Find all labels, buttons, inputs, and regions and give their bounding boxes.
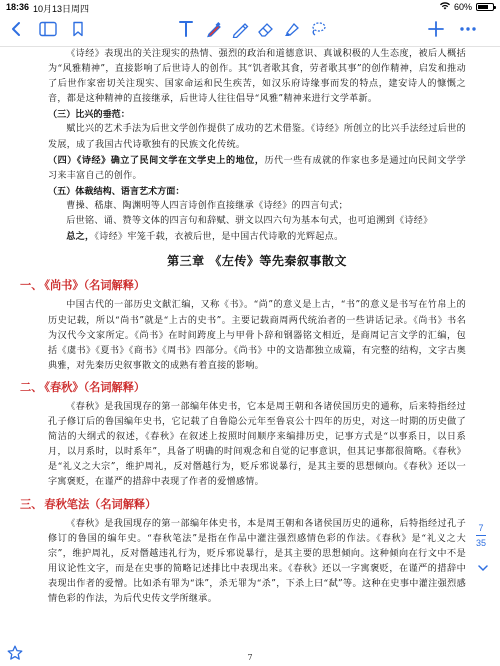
sidebar-icon [39, 21, 57, 37]
heading-text: 《春秋》（名词解释） [44, 379, 146, 394]
section-title-bixing: （三）比兴的垂范： [48, 109, 130, 121]
battery-percent: 60% [453, 2, 472, 12]
heading-chunqiu-bifa [20, 497, 466, 512]
section-title-genre: （五）体裁结构、语言艺术方面： [48, 185, 185, 197]
status-time: 18:36 [6, 2, 30, 12]
status-bar [0, 0, 500, 14]
paragraph-chunqiu: 《春秋》是我国现存的第一部编年体史书，它本是周王朝和各诸侯国历史的通称，后来特指经过孔子修订后的鲁国编年史书，它记载了自鲁隐公元年至鲁哀公十四年的历史，对这一时期的历史做了简洁的大纲式的叙述，《春秋》在叙述上按照时间顺序来编排历史，记事方式是“以事系日，以日系月，以月系时，以时系年”，具备了明确的时间观念和自觉的记事意识，但其记事都很简略。《春秋》是“礼义之大宗”，维护周礼，反对僭越行为，贬斥邪说暴行，是其主要的思想倾向。《春秋》还以一字寓褒贬，在谨严的措辞中表现了作者的爱憎感情。 [48, 401, 466, 488]
highlighter-tool-button[interactable] [280, 17, 304, 41]
paragraph-chunqiu-bifa: 《春秋》是我国现存的第一部编年体史书，本是周王朝和各诸侯国历史的通称，后特指经过孔子修订的鲁国的编年史。“春秋笔法”是指在作品中灌注强烈感情色彩的作法。《春秋》是“礼义之大宗”，维护周礼，反对僭越违礼行为，贬斥邪说暴行，是其主要的思想倾向。这种倾向在行文中不是用议论性文字，而是在史事的简略记述排比中表现出来。《春秋》还以一字寓褒贬，在谨严的措辞中表现出作者的爱憎。比如杀有罪为“诛”，杀无罪为“杀”，下杀上曰“弑”等。这种在史事中灌注强烈感情色彩的作法，为后代史传文学所继承。 [48, 518, 466, 605]
heading-chunqiu [20, 380, 466, 395]
pen-tool-icon [205, 20, 223, 38]
page-indicator-divider [476, 535, 486, 536]
page-content [20, 47, 466, 607]
heading-number: 三、 [20, 496, 43, 511]
eraser-icon [257, 20, 275, 38]
eraser-tool-button[interactable] [254, 17, 278, 41]
chapter-title: 第三章 《左传》等先秦叙事散文 [167, 254, 347, 269]
page-number: 7 [247, 653, 253, 662]
document-page[interactable] [0, 47, 500, 666]
paragraph-summary [48, 229, 466, 245]
status-right [440, 2, 494, 12]
sidebar-toggle-button[interactable] [36, 17, 60, 41]
page-indicator-total: 35 [475, 538, 486, 548]
page-indicator-current: 7 [478, 523, 484, 533]
back-button[interactable] [4, 17, 28, 41]
summary-text: 《诗经》牢笼千载，衣被后世，是中国古代诗歌的光辉起点。 [94, 232, 344, 243]
heading-shangshu [20, 278, 466, 293]
pencil-tool-button[interactable] [228, 17, 252, 41]
heading-text: 《尚书》（名词解释） [44, 278, 146, 293]
heading-number: 一、 [20, 278, 43, 293]
lasso-icon [309, 20, 327, 38]
wifi-icon [440, 2, 450, 12]
battery-icon [476, 3, 494, 11]
summary-label: 总之， [66, 231, 95, 243]
paragraph-feng-ya: 《诗经》表现出的关注现实的热情、强烈的政治和道德意识、真诚积极的人生态度，被后人概括为“风雅精神”，直接影响了后世诗人的创作。其“饥者歌其食，劳者歌其事”的创作精神，启发和推动了后世作家密切关注现实、国家命运和民生疾苦，如汉乐府诗缘事而发的特点，建安诗人的慷慨之音，都是这种精神的直接继承，后世诗人往往倡导“风雅”精神来进行文学革新。 [48, 49, 466, 105]
more-button[interactable] [456, 17, 480, 41]
section-folk-text: 历代一些有成就的作家也多是通过向民间文学学习来丰富自己的创作。 [48, 155, 466, 181]
paragraph-four-character: 曹操、嵇康、陶渊明等人四言诗创作直接继承《诗经》的四言句式； [66, 200, 349, 211]
text-tool-button[interactable] [174, 17, 198, 41]
chevron-down-icon[interactable] [478, 557, 488, 567]
pencil-tool-icon [231, 20, 249, 38]
text-tool-icon [178, 20, 194, 38]
pen-tool-button[interactable] [202, 17, 226, 41]
bookmark-icon [72, 21, 84, 37]
more-horizontal-icon [459, 26, 477, 32]
page-indicator[interactable] [468, 522, 494, 549]
lasso-tool-button[interactable] [306, 17, 330, 41]
heading-number: 二、 [20, 379, 43, 394]
status-date: 10月13日周四 [33, 4, 90, 14]
paragraph-folk-literature [48, 153, 466, 184]
chevron-left-icon [10, 21, 22, 37]
plus-icon [428, 21, 444, 37]
star-icon[interactable] [7, 645, 23, 661]
paragraph-bixing: 赋比兴的艺术手法为后世文学创作提供了成功的艺术借鉴。《诗经》所创立的比兴手法经过后世的发展，成了我国古代诗歌独有的民族文化传统。 [48, 124, 466, 150]
bookmark-button[interactable] [66, 17, 90, 41]
annotation-toolbar [0, 14, 500, 46]
paragraph-later-genres: 后世铭、诵、赞等文体的四言句和辞赋、骈文以四六句为基本句式，也可追溯到《诗经》 [66, 216, 433, 227]
highlighter-icon [283, 20, 301, 38]
section-title-folk: （四）《诗经》确立了民间文学在文学史上的地位， [48, 154, 265, 166]
add-button[interactable] [424, 17, 448, 41]
paragraph-shangshu: 中国古代的一部历史文献汇编，又称《书》。“尚”的意义是上古，“书”的意义是书写在竹帛上的历史记载，所以“尚书”就是“上古的史书”。主要记载商周两代统治者的一些讲话记录。《尚书》书名为汉代今文家所定。《尚书》在时间跨度上与甲骨卜辞和钢器铭文相近，是商周记言文学的汇编，包括《虞书》《夏书》《商书》《周书》四部分。《尚书》中的文诰都独立成篇，有完整的结构，文字古奥典雅，对先秦历史叙事散文的成熟有着直接的影响。 [48, 300, 466, 371]
heading-text: 春秋笔法（名词解释） [44, 496, 157, 511]
